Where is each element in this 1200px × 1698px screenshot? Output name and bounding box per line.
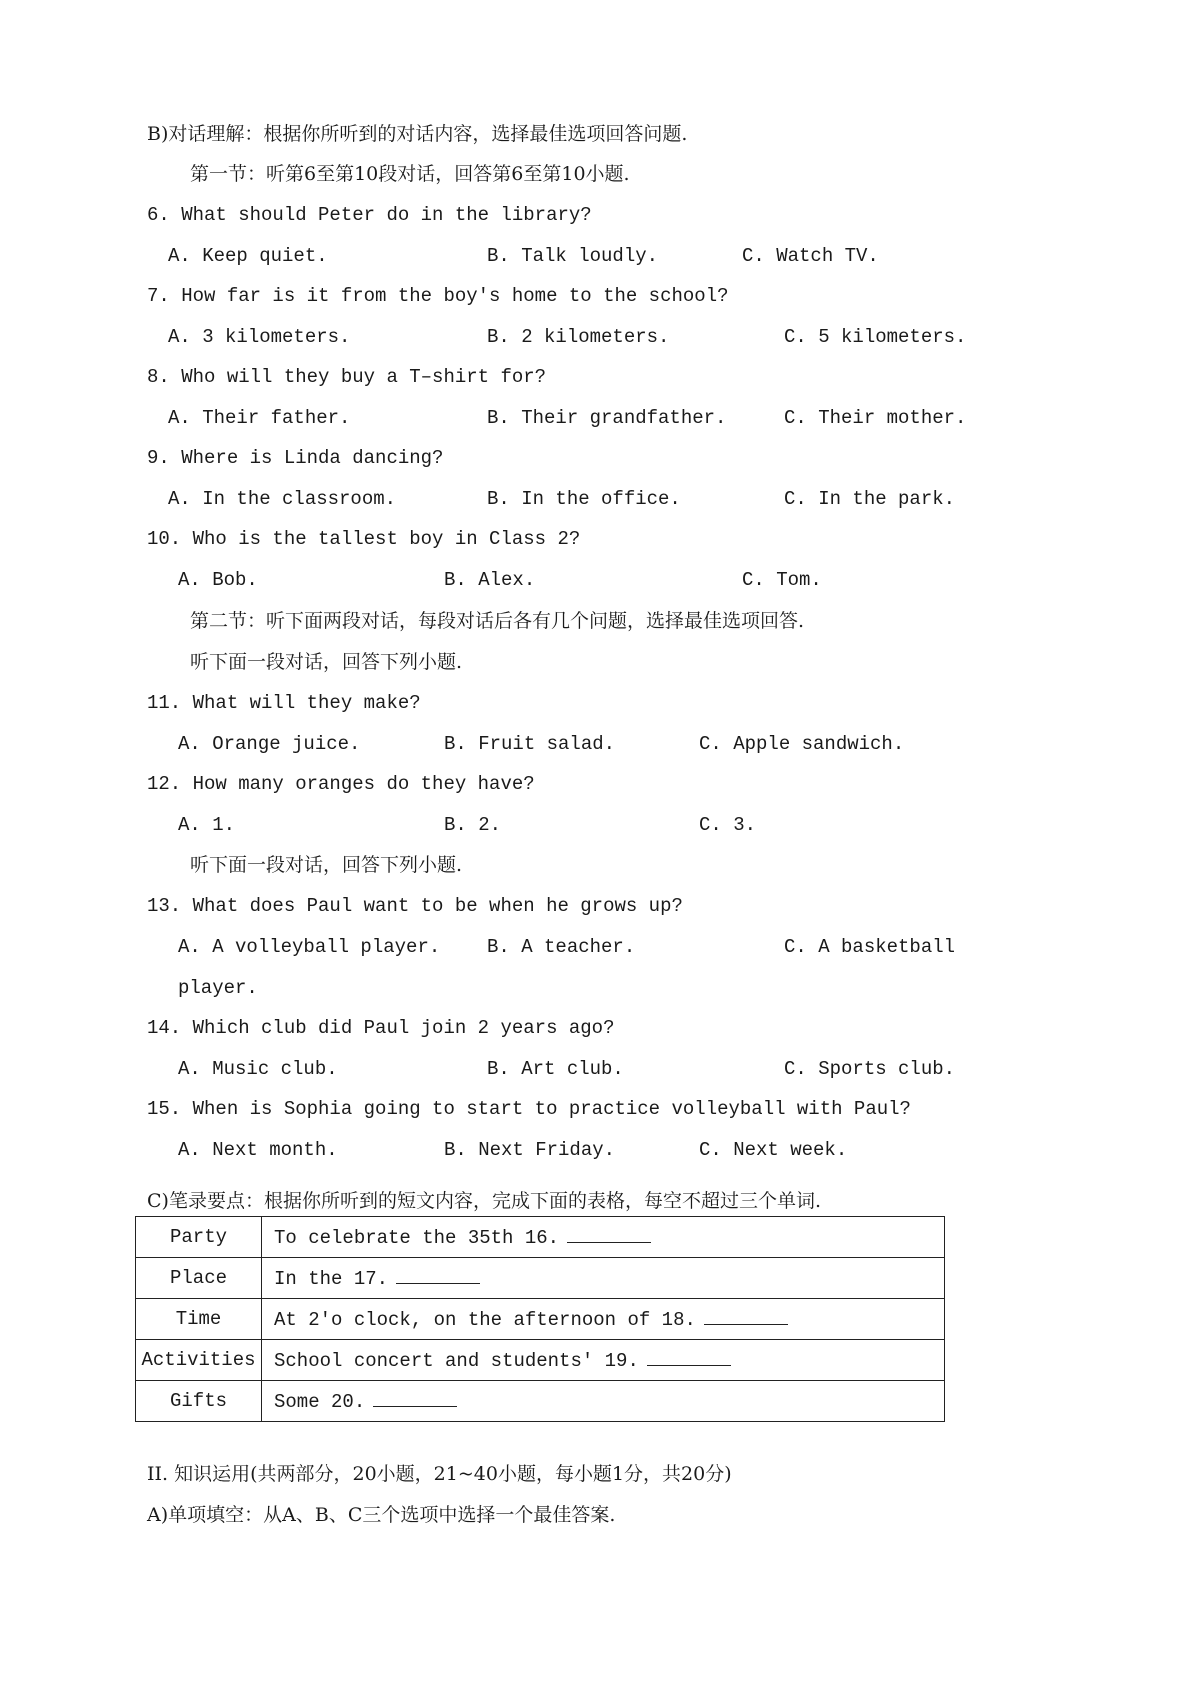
q12-option-a: A. 1.: [178, 814, 236, 836]
q8-option-c: C. Their mother.: [784, 407, 967, 429]
row-label-activities: Activities: [136, 1340, 262, 1381]
row-value-text: In the 17.: [274, 1267, 389, 1290]
row-label-gifts: Gifts: [136, 1381, 262, 1422]
q13-option-a: A. A volleyball player.: [178, 936, 441, 958]
question-10: 10. Who is the tallest boy in Class 2?: [147, 528, 581, 550]
q15-option-c: C. Next week.: [699, 1139, 848, 1161]
q7-option-c: C. 5 kilometers.: [784, 326, 967, 348]
row-label-place: Place: [136, 1258, 262, 1299]
section-ii-title: II. 知识运用(共两部分，20小题，21~40小题，每小题1分，共20分): [147, 1463, 732, 1485]
row-value-text: To celebrate the 35th 16.: [274, 1226, 560, 1249]
q11-option-b: B. Fruit salad.: [444, 733, 616, 755]
q8-option-b: B. Their grandfather.: [487, 407, 727, 429]
q14-option-a: A. Music club.: [178, 1058, 338, 1080]
table-row: [136, 1299, 945, 1340]
question-7: 7. How far is it from the boy's home to the school?: [147, 285, 729, 307]
q6-option-c: C. Watch TV.: [742, 245, 879, 267]
row-value-activities: [262, 1340, 945, 1381]
q13-option-b: B. A teacher.: [487, 936, 636, 958]
q10-option-a: A. Bob.: [178, 569, 258, 591]
part2-intro: 第二节：听下面两段对话，每段对话后各有几个问题，选择最佳选项回答.: [190, 610, 805, 632]
question-9: 9. Where is Linda dancing?: [147, 447, 444, 469]
row-value-text: Some 20.: [274, 1390, 366, 1413]
section-b-title: B)对话理解：根据你所听到的对话内容，选择最佳选项回答问题.: [147, 123, 688, 145]
notes-table: [135, 1216, 945, 1422]
row-value-gifts: [262, 1381, 945, 1422]
answer-blank-20[interactable]: [373, 1390, 457, 1407]
table-row: [136, 1340, 945, 1381]
row-value-text: At 2'o clock, on the afternoon of 18.: [274, 1308, 696, 1331]
q10-option-c: C. Tom.: [742, 569, 822, 591]
dialogue2-intro: 听下面一段对话，回答下列小题.: [190, 854, 463, 876]
row-value-time: [262, 1299, 945, 1340]
row-label-time: Time: [136, 1299, 262, 1340]
q14-option-b: B. Art club.: [487, 1058, 624, 1080]
q9-option-a: A. In the classroom.: [168, 488, 397, 510]
answer-blank-18[interactable]: [704, 1308, 788, 1325]
q12-option-b: B. 2.: [444, 814, 502, 836]
row-label-party: Party: [136, 1217, 262, 1258]
q15-option-b: B. Next Friday.: [444, 1139, 616, 1161]
question-11: 11. What will they make?: [147, 692, 421, 714]
q6-option-b: B. Talk loudly.: [487, 245, 659, 267]
q13-option-c: C. A basketball: [784, 936, 956, 958]
q15-option-a: A. Next month.: [178, 1139, 338, 1161]
question-8: 8. Who will they buy a T–shirt for?: [147, 366, 547, 388]
question-15: 15. When is Sophia going to start to practice volleyball with Paul?: [147, 1098, 911, 1120]
q11-option-c: C. Apple sandwich.: [699, 733, 905, 755]
q7-option-a: A. 3 kilometers.: [168, 326, 351, 348]
row-value-party: [262, 1217, 945, 1258]
part1-intro: 第一节：听第6至第10段对话，回答第6至第10小题.: [190, 163, 630, 185]
section-ii-part-a: A)单项填空：从A、B、C三个选项中选择一个最佳答案.: [147, 1504, 616, 1526]
q9-option-b: B. In the office.: [487, 488, 681, 510]
question-12: 12. How many oranges do they have?: [147, 773, 535, 795]
answer-blank-16[interactable]: [567, 1226, 651, 1243]
table-row: [136, 1381, 945, 1422]
question-14: 14. Which club did Paul join 2 years ago?: [147, 1017, 615, 1039]
q14-option-c: C. Sports club.: [784, 1058, 956, 1080]
q6-option-a: A. Keep quiet.: [168, 245, 328, 267]
question-6: 6. What should Peter do in the library?: [147, 204, 592, 226]
answer-blank-17[interactable]: [396, 1267, 480, 1284]
q13-option-c-continued: player.: [178, 977, 258, 999]
q8-option-a: A. Their father.: [168, 407, 351, 429]
q10-option-b: B. Alex.: [444, 569, 536, 591]
question-13: 13. What does Paul want to be when he grows up?: [147, 895, 683, 917]
table-row: [136, 1258, 945, 1299]
q12-option-c: C. 3.: [699, 814, 757, 836]
q11-option-a: A. Orange juice.: [178, 733, 361, 755]
q9-option-c: C. In the park.: [784, 488, 956, 510]
row-value-place: [262, 1258, 945, 1299]
section-c-title: C)笔录要点：根据你所听到的短文内容，完成下面的表格，每空不超过三个单词.: [147, 1190, 821, 1212]
row-value-text: School concert and students' 19.: [274, 1349, 639, 1372]
table-row: [136, 1217, 945, 1258]
q7-option-b: B. 2 kilometers.: [487, 326, 670, 348]
answer-blank-19[interactable]: [647, 1349, 731, 1366]
dialogue1-intro: 听下面一段对话，回答下列小题.: [190, 651, 463, 673]
